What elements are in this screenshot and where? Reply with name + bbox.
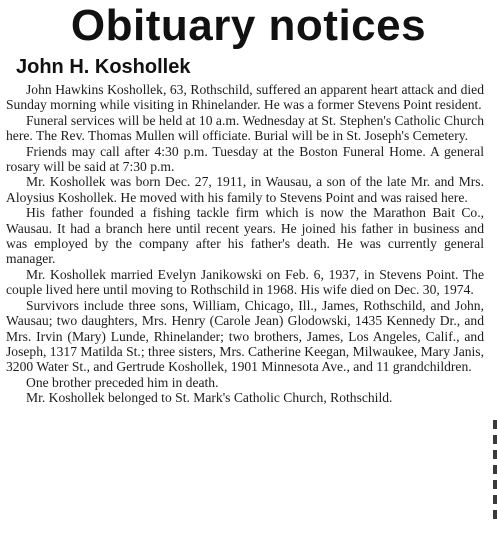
edge-mark [493, 450, 497, 459]
edge-mark [493, 465, 497, 474]
obituary-paragraph: Mr. Koshollek belonged to St. Mark's Catholic Church, Rothschild. [26, 390, 393, 406]
obituary-paragraph: Mr. Koshollek married Evelyn Janikowski on Feb. 6, 1937, in Stevens Point. The couple lived here until moving to Rothschild in 1968. His wife died on Dec. 30, 1974. [6, 266, 484, 298]
obituary-paragraph: Friends may call after 4:30 p.m. Tuesday at the Boston Funeral Home. A general rosary will be said at 7:30 p.m. [6, 143, 484, 175]
obituary-paragraph: One brother preceded him in death. [26, 374, 219, 390]
edge-mark [493, 420, 497, 429]
obituary-paragraph: Survivors include three sons, William, Chicago, Ill., James, Rothschild, and John, Wausau; two daughters, Mrs. Henry (Carole Jean) Glodowski, 1435 Kennedy Dr., and Mrs. Irvin (Mary) Lunde, Rhinelander; two brothers, James, Los Angeles, Calif., and Joseph, 1317 Matilda St.; three sisters, Mrs. Catherine Keegan, Milwaukee, Mary Janis, 3200 Water St., and Gertrude Koshollek, 1901 Minnesota Ave., and 11 grandchildren. [6, 297, 484, 375]
obituary-paragraph: John Hawkins Koshollek, 63, Rothschild, suffered an apparent heart attack and died Sunday morning while visiting in Rhinelander. He was a former Stevens Point resident. [6, 82, 484, 113]
obituary-name: John H. Koshollek [16, 56, 191, 78]
adjacent-column-edge [491, 420, 497, 543]
edge-mark [493, 480, 497, 489]
obituary-body [6, 82, 484, 406]
obituary-paragraph: Funeral services will be held at 10 a.m. Wednesday at St. Stephen's Catholic Church here. The Rev. Thomas Mullen will officiate. Burial will be in St. Joseph's Cemetery. [6, 112, 484, 144]
edge-mark [493, 510, 497, 519]
section-title: Obituary notices [70, 1, 427, 50]
obituary-paragraph: His father founded a fishing tackle firm which is now the Marathon Bait Co., Wausau. It had a branch here until recent years. He joined his father in business and was employed by the company after his father's death. He was currently general manager. [6, 205, 484, 267]
obituary-paragraph: Mr. Koshollek was born Dec. 27, 1911, in Wausau, a son of the late Mr. and Mrs. Aloysius Koshollek. He moved with his family to Stevens Point and was raised here. [6, 174, 484, 205]
edge-mark [493, 495, 497, 504]
edge-mark [493, 435, 497, 444]
